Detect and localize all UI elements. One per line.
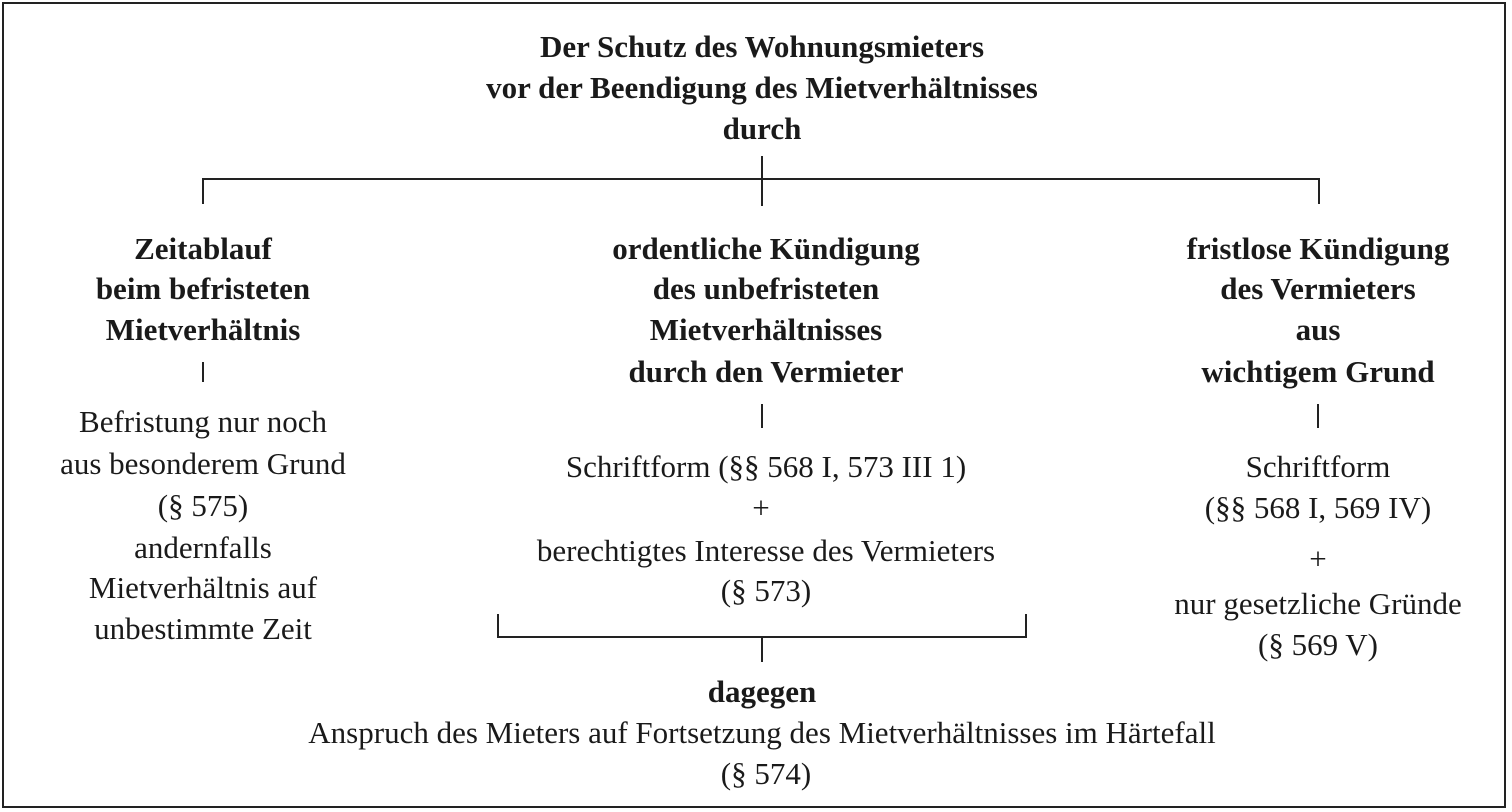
branch-right [1318,178,1320,204]
left-body-6: unbestimmte Zeit [94,611,312,646]
right-heading-4: wichtigem Grund [1201,354,1435,389]
center-connector [761,404,763,428]
left-body-3: (§ 575) [157,488,249,523]
right-plus: + [1309,541,1327,576]
left-body-1: Befristung nur noch [79,404,327,439]
center-form: Schriftform (§§ 568 I, 573 III 1) [565,449,967,484]
right-connector [1317,404,1319,428]
left-body-5: Mietverhältnis auf [88,570,318,605]
title-connector [761,156,763,206]
left-heading-1: Zeitablauf [134,231,272,266]
right-heading-1: fristlose Kündigung [1186,231,1450,266]
bottom-dagegen: dagegen [707,674,817,709]
center-bracket-left [497,614,499,638]
branch-left [202,178,204,204]
center-interest: berechtigtes Interesse des Vermieters [536,533,996,568]
title-line-2: vor der Beendigung des Mietverhältnisses [486,70,1038,105]
right-heading-3: aus [1295,312,1341,347]
branch-bar [202,178,1320,180]
center-heading-3: Mietverhältnisses [649,312,883,347]
center-plus: + [752,490,770,525]
center-heading-1: ordentliche Kündigung [612,231,920,266]
left-heading-2: beim befristeten [95,271,311,306]
right-form-ref: (§§ 568 I, 569 IV) [1204,490,1432,525]
title-line-1: Der Schutz des Wohnungsmieters [539,29,985,64]
right-grounds: nur gesetzliche Gründe [1174,586,1462,621]
center-heading-4: durch den Vermieter [628,354,904,389]
left-heading-3: Mietverhältnis [105,312,301,347]
center-heading-2: des unbefristeten [652,271,880,306]
right-form: Schriftform [1245,449,1391,484]
right-grounds-ref: (§ 569 V) [1258,627,1378,662]
center-bracket-right [1025,614,1027,638]
left-body-2: aus besonderem Grund [60,446,346,481]
title-line-3: durch [722,111,802,146]
center-bracket-stem [761,636,763,662]
center-interest-ref: (§ 573) [720,573,812,608]
left-body-4: andernfalls [134,530,272,565]
bottom-claim-ref: (§ 574) [720,756,812,791]
left-connector [202,362,204,382]
bottom-claim: Anspruch des Mieters auf Fortsetzung des Mietverhältnisses im Härtefall [308,715,1216,750]
right-heading-2: des Vermieters [1220,271,1416,306]
